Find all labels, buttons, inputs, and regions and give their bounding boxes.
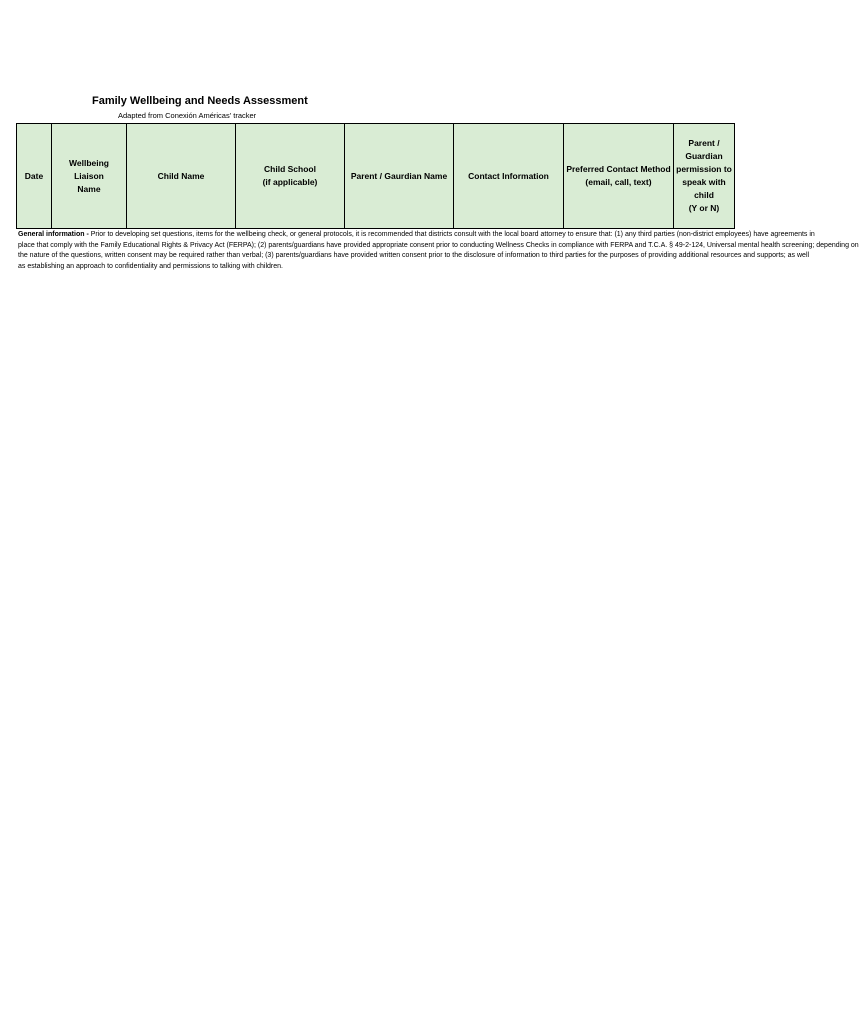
note-line-4: as establishing an approach to confidentiality and permissions to talking with children. [18, 262, 283, 270]
note-line-3: the nature of the questions, written consent may be required rather than verbal; (3) parents/guardians have provided written consent prior to the disclosure of information to third parties for the purposes of providing additional resources and supports; as well [18, 252, 810, 259]
note-line-2: place that comply with the Family Educational Rights & Privacy Act (FERPA); (2) parents/guardians have provided appropriate consent prior to conducting Wellness Checks in compliance with FERPA and T.C.A. § 49-2-124, Universal mental health screening; depending on [18, 241, 859, 249]
table-header-row [17, 124, 735, 229]
header-contact-info[interactable]: Contact Information [454, 124, 564, 229]
note-line-1 [18, 230, 815, 241]
general-information-note [18, 230, 859, 276]
assessment-table [16, 123, 735, 229]
header-child-school[interactable]: Child School (if applicable) [236, 124, 345, 229]
header-contact-method[interactable]: Preferred Contact Method (email, call, text) [564, 124, 674, 229]
document-subtitle: Adapted from Conexión Américas' tracker [118, 111, 257, 120]
header-date[interactable]: Date [17, 124, 52, 229]
header-permission[interactable]: Parent / Guardian permission to speak with child (Y or N) [674, 124, 735, 229]
header-liaison-name[interactable]: Wellbeing Liaison Name [52, 124, 127, 229]
note-text-1: Prior to developing set questions, items for the wellbeing check, or general protocols, it is recommended that districts consult with the local board attorney to ensure that: (1) any third parties (non-district employees) have agreements in [90, 231, 815, 238]
header-child-name[interactable]: Child Name [127, 124, 236, 229]
header-parent-name[interactable]: Parent / Gaurdian Name [345, 124, 454, 229]
document-title: Family Wellbeing and Needs Assessment [92, 95, 308, 107]
note-label: General information - [18, 231, 91, 238]
